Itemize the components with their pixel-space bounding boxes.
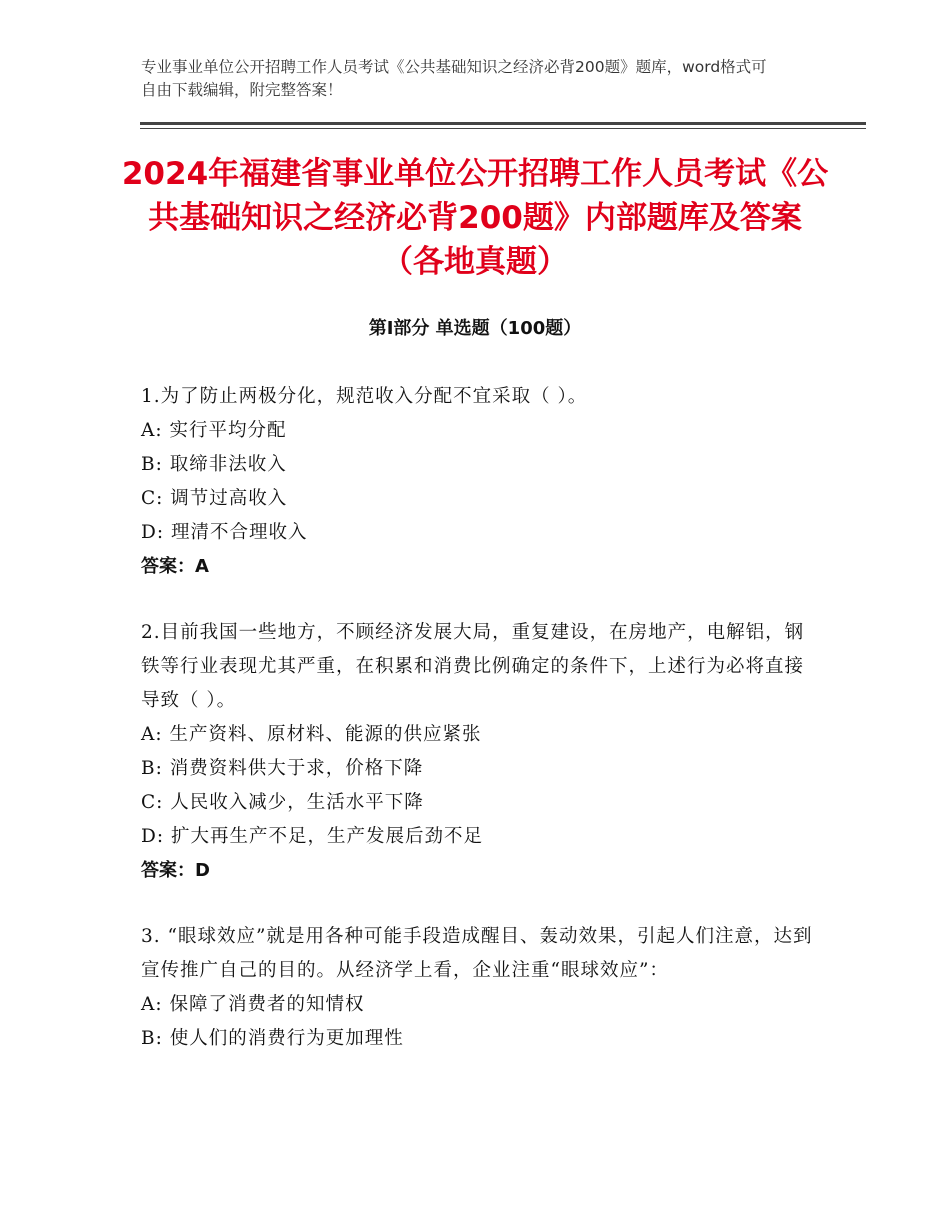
header-rule-thick [140,122,866,125]
question-list [141,380,821,1056]
answer-label: 答案：A [141,556,209,577]
option-b: B: 取缔非法收入 [141,454,287,475]
header-note: 专业事业单位公开招聘工作人员考试《公共基础知识之经济必背200题》题库，word格式可自由下载编辑，附完整答案！ [141,58,767,99]
question-text: 3. “眼球效应”就是用各种可能手段造成醒目、轰动效果，引起人们注意，达到宣传推广自己的目的。从经济学上看，企业注重“眼球效应”： [141,926,813,981]
question-text: 2.目前我国一些地方，不顾经济发展大局，重复建设，在房地产，电解铝，钢铁等行业表现尤其严重，在积累和消费比例确定的条件下，上述行为必将直接导致（ ）。 [141,622,805,711]
option-c: C: 调节过高收入 [141,488,288,509]
option-a: A: 保障了消费者的知情权 [141,994,365,1015]
option-a: A: 实行平均分配 [141,420,287,441]
question-3 [141,920,821,1056]
section-title: 第Ⅰ部分 单选题（100题） [368,318,582,339]
option-c: C: 人民收入减少，生活水平下降 [141,792,424,813]
option-b: B: 使人们的消费行为更加理性 [141,1028,404,1049]
document-title: 2024年福建省事业单位公开招聘工作人员考试《公共基础知识之经济必背200题》内部题库及答案（各地真题） [121,156,829,280]
question-2 [141,616,821,888]
answer-label: 答案：D [141,860,210,881]
option-a: A: 生产资料、原材料、能源的供应紧张 [141,724,482,745]
option-d: D: 理清不合理收入 [141,522,308,543]
header-rule-thin [140,128,866,129]
question-spacer [141,584,821,616]
question-spacer [141,888,821,920]
option-d: D: 扩大再生产不足，生产发展后劲不足 [141,826,483,847]
question-1 [141,380,821,584]
option-b: B: 消费资料供大于求，价格下降 [141,758,424,779]
question-text: 1.为了防止两极分化，规范收入分配不宜采取（ ）。 [141,386,588,407]
